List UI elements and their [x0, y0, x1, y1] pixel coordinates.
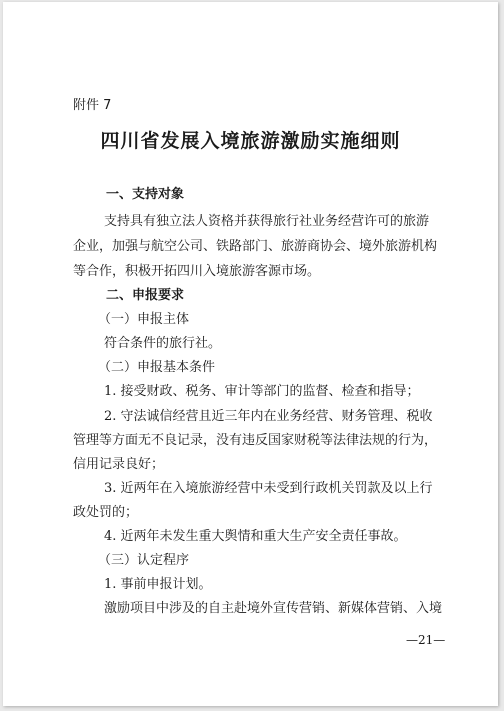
- section-heading-requirements: 二、申报要求: [106, 288, 185, 303]
- subsection-heading: （一）申报主体: [98, 312, 190, 327]
- subsection-heading: （三）认定程序: [98, 553, 190, 568]
- page-number: —21—: [406, 633, 446, 647]
- list-item-continuation: 信用记录良好；: [73, 457, 165, 472]
- attachment-label: 附件 7: [73, 98, 112, 113]
- paragraph-line: 符合条件的旅行社。: [104, 336, 222, 351]
- list-item-continuation: 管理等方面无不良记录，没有违反国家财税等法律法规的行为，: [73, 433, 438, 448]
- list-item-continuation: 政处罚的；: [73, 505, 139, 520]
- list-item: 1. 接受财政、税务、审计等部门的监督、检查和指导；: [104, 384, 420, 399]
- list-item: 3. 近两年在入境旅游经营中未受到行政机关罚款及以上行: [104, 481, 433, 496]
- paragraph-line: 等合作，积极开拓四川入境旅游客源市场。: [73, 264, 321, 279]
- list-item: 1. 事前申报计划。: [104, 577, 212, 592]
- paragraph-line: 企业，加强与航空公司、铁路部门、旅游商协会、境外旅游机构: [73, 239, 438, 254]
- document-title: 四川省发展入境旅游激励实施细则: [100, 130, 401, 152]
- document-page: [3, 2, 498, 706]
- paragraph-line: 支持具有独立法人资格并获得旅行社业务经营许可的旅游: [104, 214, 430, 229]
- paragraph-line: 激励项目中涉及的自主赴境外宣传营销、新媒体营销、入境: [104, 601, 443, 616]
- list-item: 4. 近两年未发生重大舆情和重大生产安全责任事故。: [104, 529, 407, 544]
- list-item: 2. 守法诚信经营且近三年内在业务经营、财务管理、税收: [104, 409, 433, 424]
- subsection-heading: （二）申报基本条件: [98, 360, 216, 375]
- section-heading-support-target: 一、支持对象: [106, 187, 185, 202]
